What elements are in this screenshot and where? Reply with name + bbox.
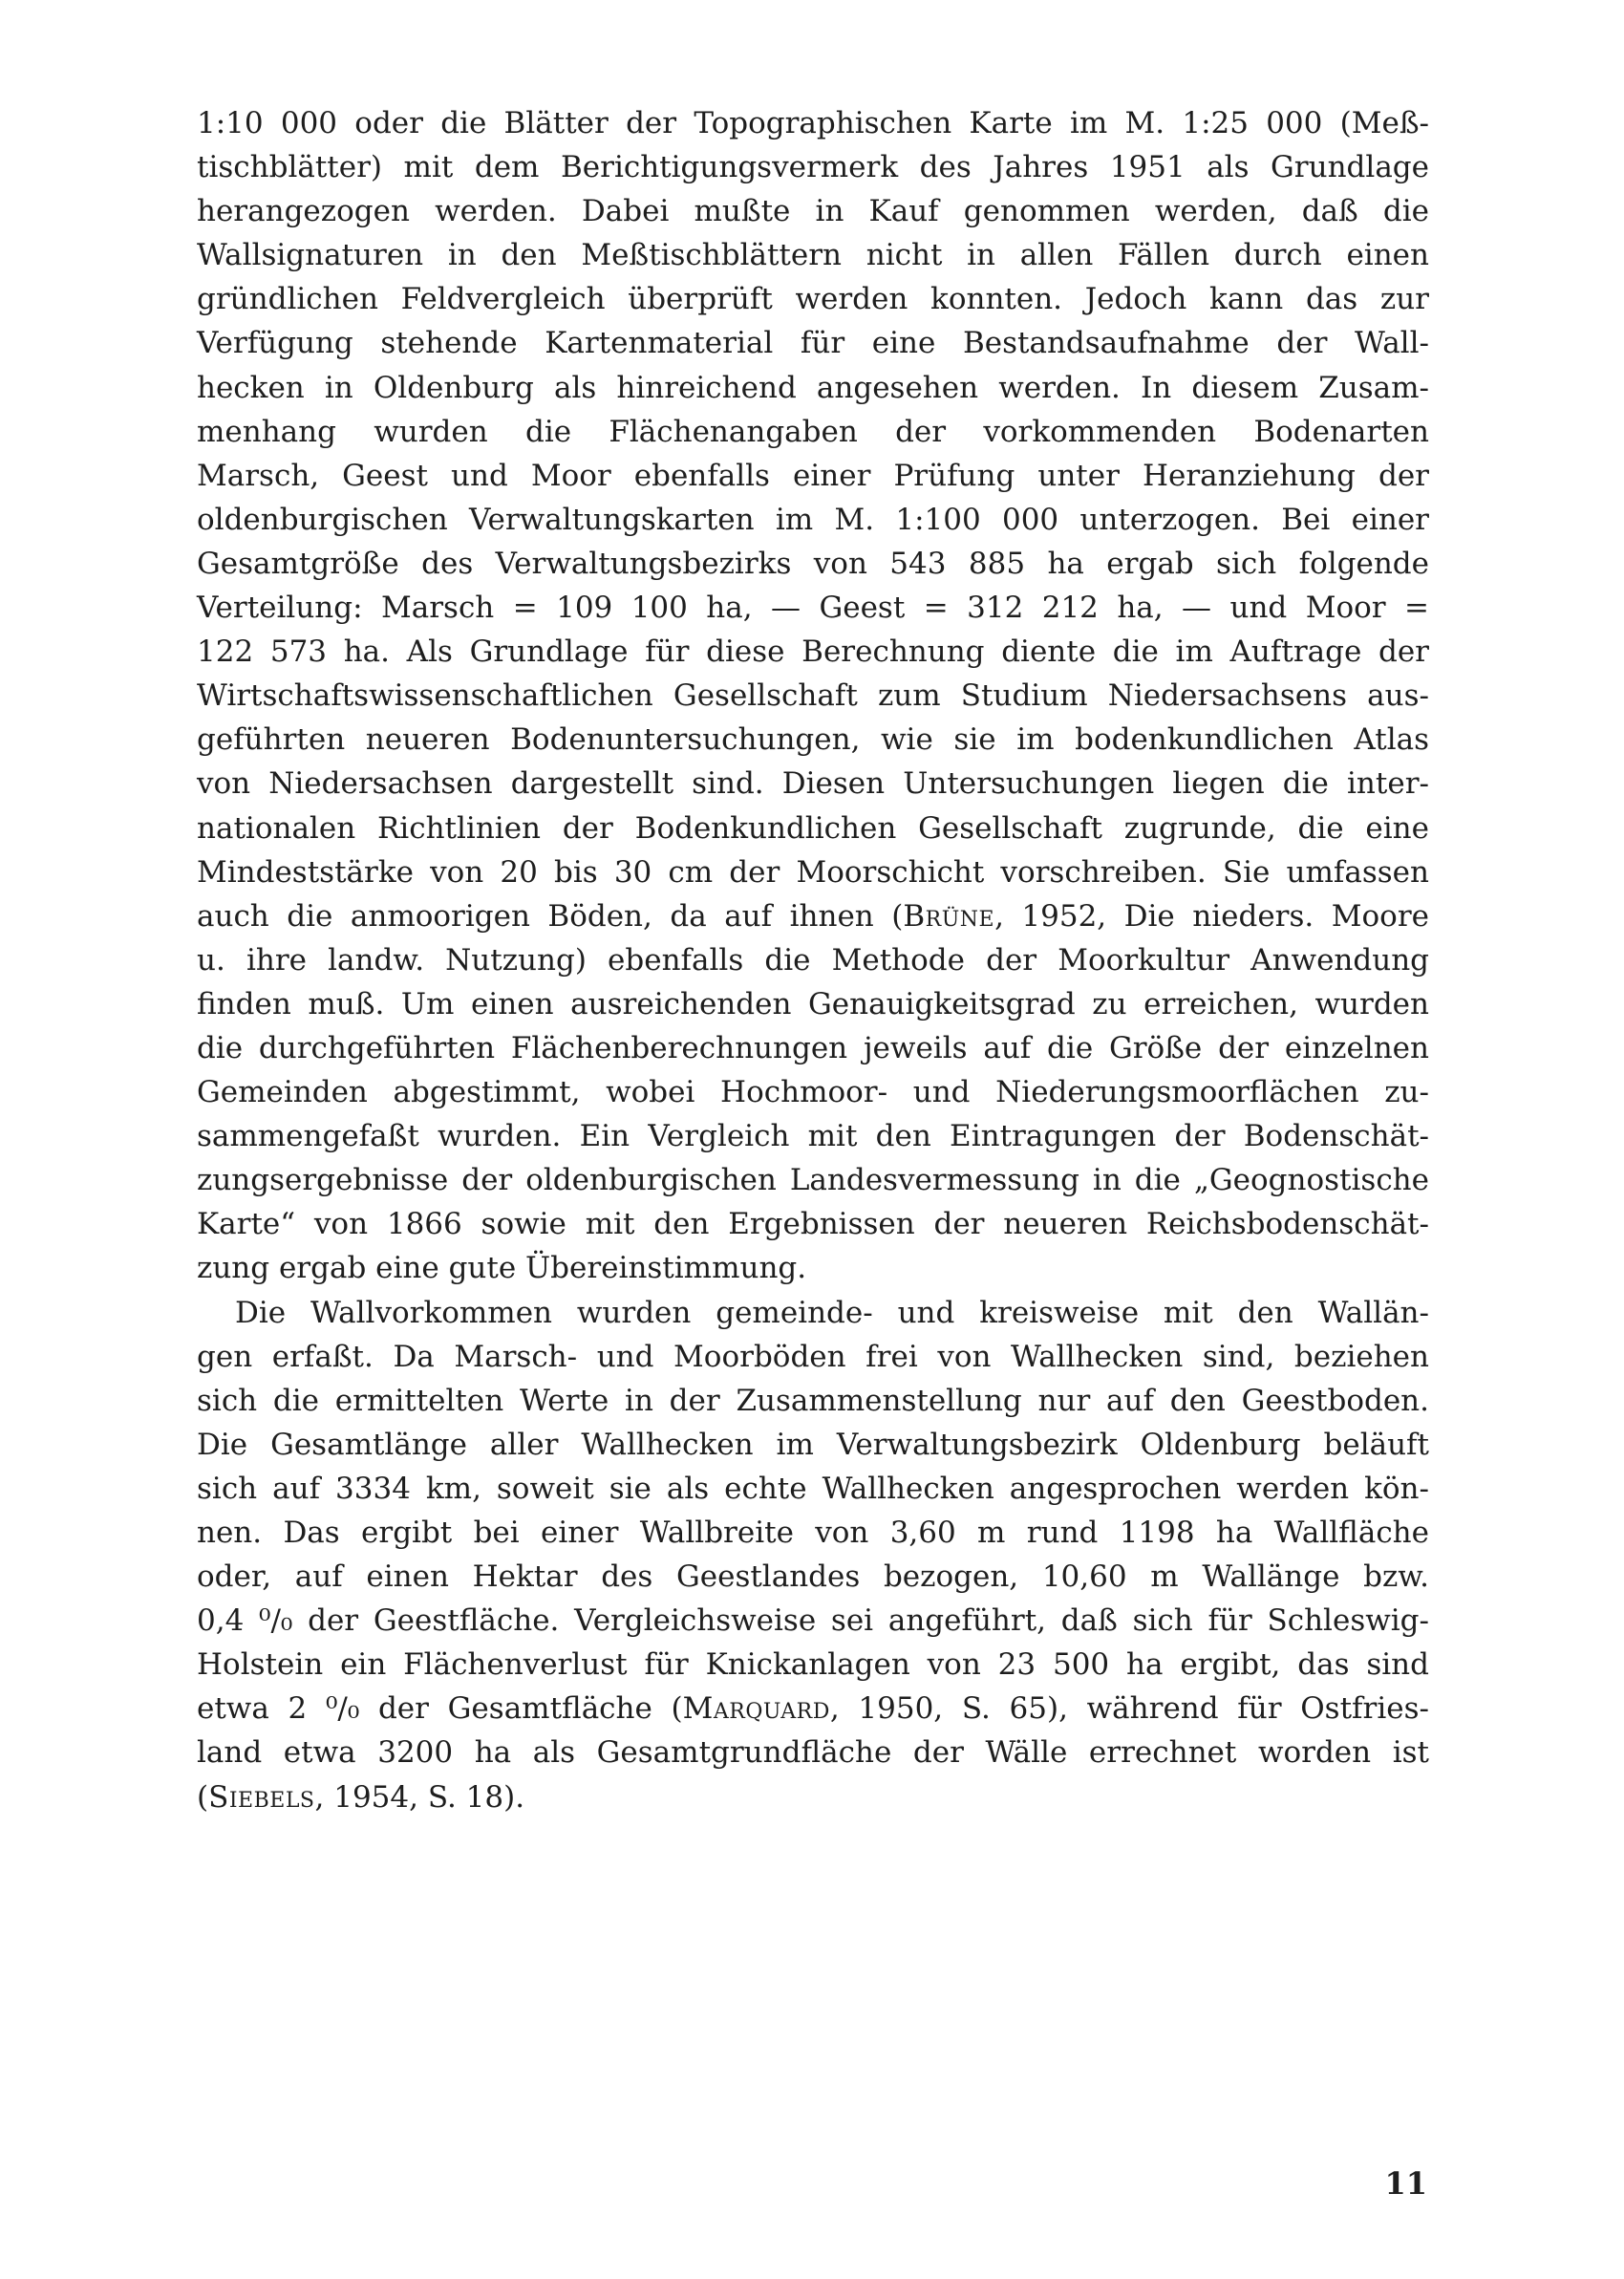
text-line: menhang wurden die Flächenangaben der vorkommenden Bodenarten	[197, 414, 1429, 449]
text-segment: , 1952, Die nieders. Moore	[994, 898, 1429, 934]
text-line-with-citation	[197, 1687, 1429, 1731]
text-line: geführten neueren Bodenuntersuchungen, wie sie im bodenkundlichen Atlas	[197, 722, 1429, 758]
text-line-with-citation	[197, 894, 1429, 938]
text-line: von Niedersachsen dargestellt sind. Diesen Untersuchungen liegen die inter-	[197, 766, 1429, 802]
text-line: hecken in Oldenburg als hinreichend angesehen werden. In diesem Zusam-	[197, 370, 1429, 405]
text-segment: (	[197, 1779, 209, 1815]
text-line: herangezogen werden. Dabei mußte in Kauf genommen werden, daß die	[197, 194, 1429, 229]
text-segment: , 1950, S. 65), während für Ostfries-	[829, 1691, 1429, 1727]
text-line: sammengefaßt wurden. Ein Vergleich mit den Eintragungen der Bodenschät-	[197, 1119, 1429, 1154]
text-line: Marsch, Geest und Moor ebenfalls einer Prüfung unter Heranziehung der	[197, 458, 1429, 493]
text-segment: etwa 2 ⁰/₀ der Gesamtfläche (	[197, 1691, 683, 1727]
author-name: Siebels	[208, 1779, 315, 1815]
text-line: nationalen Richtlinien der Bodenkundlichen Gesellschaft zugrunde, die eine	[197, 810, 1429, 846]
text-line: sich die ermittelten Werte in der Zusammenstellung nur auf den Geestboden.	[197, 1383, 1429, 1418]
text-line: land etwa 3200 ha als Gesamtgrundfläche der Wälle errechnet worden ist	[197, 1735, 1429, 1771]
text-line: Verfügung stehende Kartenmaterial für eine Bestandsaufnahme der Wall-	[197, 326, 1429, 361]
text-segment: , 1954, S. 18).	[314, 1779, 525, 1815]
text-line: zung ergab eine gute Übereinstimmung.	[197, 1251, 807, 1286]
page-number: 11	[1384, 2165, 1427, 2202]
text-line: 0,4 ⁰/₀ der Geestfläche. Vergleichsweise sei angeführt, daß sich für Schleswig-	[197, 1603, 1429, 1639]
text-line: gründlichen Feldvergleich überprüft werden konnten. Jedoch kann das zur	[197, 282, 1429, 317]
text-line: Karte“ von 1866 sowie mit den Ergebnissen der neueren Reichsbodenschät-	[197, 1207, 1429, 1242]
text-line: Gesamtgröße des Verwaltungsbezirks von 543 885 ha ergab sich folgende	[197, 546, 1429, 581]
text-line: 122 573 ha. Als Grundlage für diese Berechnung diente die im Auftrage der	[197, 634, 1429, 670]
text-line: Die Wallvorkommen wurden gemeinde- und kreisweise mit den Wallän-	[235, 1295, 1429, 1330]
text-line: Mindeststärke von 20 bis 30 cm der Moorschicht vorschreiben. Sie umfassen	[197, 854, 1429, 890]
text-line: Wallsignaturen in den Meßtischblättern nicht in allen Fällen durch einen	[197, 238, 1429, 273]
text-line: Die Gesamtlänge aller Wallhecken im Verwaltungsbezirk Oldenburg beläuft	[197, 1427, 1429, 1462]
text-line: nen. Das ergibt bei einer Wallbreite von 3,60 m rund 1198 ha Wallfläche	[197, 1516, 1429, 1550]
text-line: 1:10 000 oder die Blätter der Topographischen Karte im M. 1:25 000 (Meß-	[197, 106, 1429, 140]
text-line: finden muß. Um einen ausreichenden Genauigkeitsgrad zu erreichen, wurden	[197, 986, 1429, 1021]
text-line: u. ihre landw. Nutzung) ebenfalls die Methode der Moorkultur Anwendung	[197, 942, 1429, 978]
body-text	[197, 101, 1429, 1819]
text-line-with-citation	[197, 1775, 1429, 1819]
text-segment: auch die anmoorigen Böden, da auf ihnen (	[197, 898, 904, 934]
text-line: Wirtschaftswissenschaftlichen Gesellschaft zum Studium Niedersachsens aus-	[197, 678, 1429, 714]
author-name: Brüne	[903, 898, 995, 934]
text-line: Verteilung: Marsch = 109 100 ha, — Geest = 312 212 ha, — und Moor =	[197, 591, 1429, 626]
text-line: sich auf 3334 km, soweit sie als echte Wallhecken angesprochen werden kön-	[197, 1471, 1429, 1506]
text-line: Holstein ein Flächenverlust für Knickanlagen von 23 500 ha ergibt, das sind	[197, 1647, 1429, 1683]
author-name: Marquard	[682, 1691, 830, 1727]
text-line: Gemeinden abgestimmt, wobei Hochmoor- und Niederungsmoorflächen zu-	[197, 1075, 1429, 1110]
text-line: gen erfaßt. Da Marsch- und Moorböden frei von Wallhecken sind, beziehen	[197, 1339, 1429, 1374]
text-line: zungsergebnisse der oldenburgischen Landesvermessung in die „Geognostische	[197, 1163, 1429, 1198]
text-line: oldenburgischen Verwaltungskarten im M. 1:100 000 unterzogen. Bei einer	[197, 502, 1429, 537]
text-line: die durchgeführten Flächenberechnungen jeweils auf die Größe der einzelnen	[197, 1030, 1429, 1065]
text-line: tischblätter) mit dem Berichtigungsvermerk des Jahres 1951 als Grundlage	[197, 150, 1429, 185]
text-line: oder, auf einen Hektar des Geestlandes bezogen, 10,60 m Wallänge bzw.	[197, 1559, 1429, 1595]
